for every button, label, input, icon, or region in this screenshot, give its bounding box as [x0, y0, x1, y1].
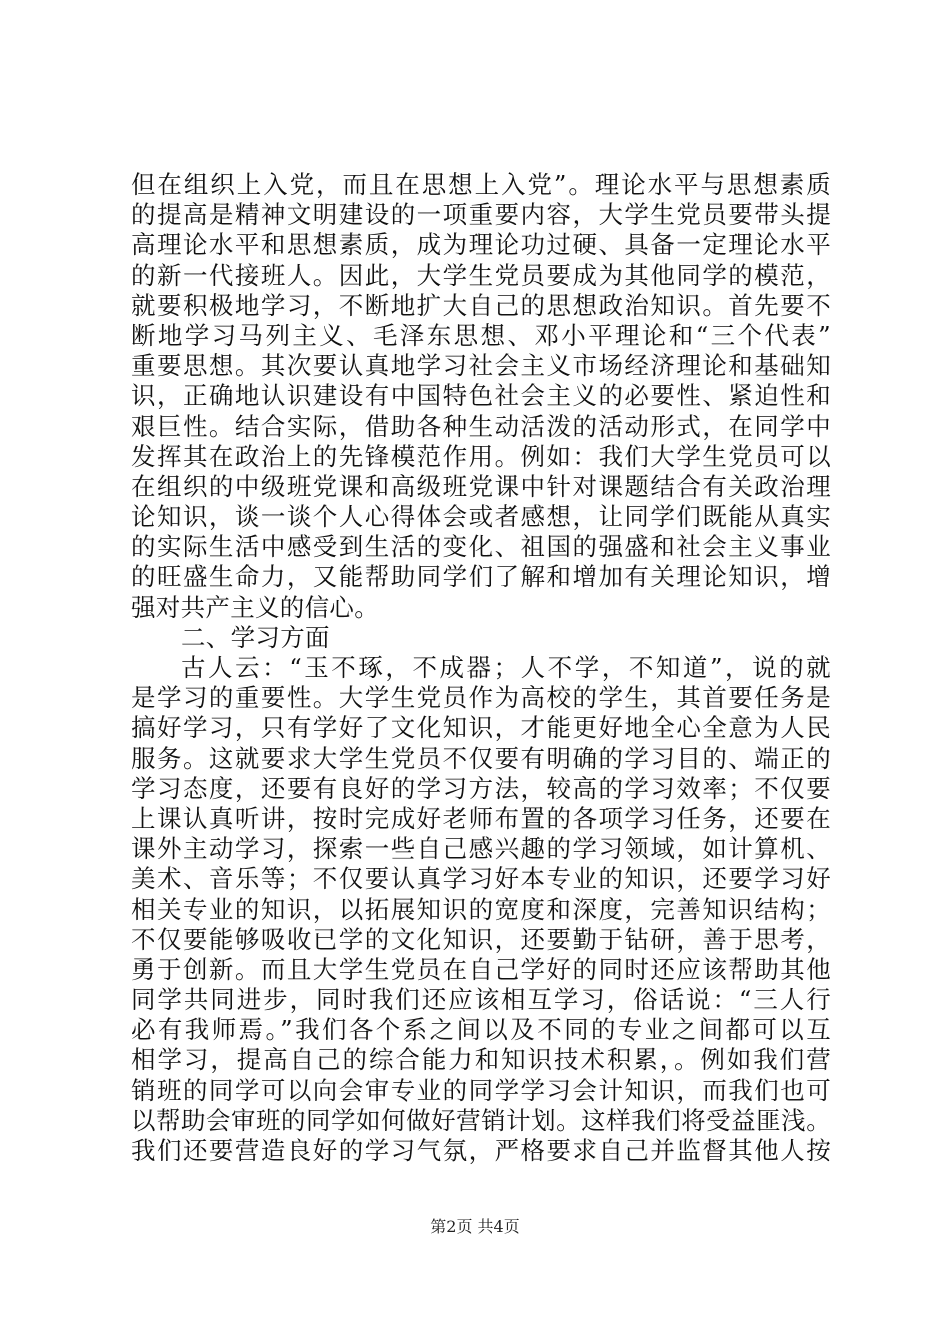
page-footer: 第2页 共4页	[430, 1217, 520, 1236]
text-line: 上课认真听讲，按时完成好老师布置的各项学习任务，还要在	[131, 803, 831, 833]
text-line: 重要思想。其次要认真地学习社会主义市场经济理论和基础知	[131, 351, 831, 381]
text-line: 但在组织上入党，而且在思想上入党”。理论水平与思想素质	[131, 170, 831, 199]
text-line: 课外主动学习，探索一些自己感兴趣的学习领域，如计算机、	[131, 834, 831, 864]
text-line: 不仅要能够吸收已学的文化知识，还要勤于钻研，善于思考，	[131, 924, 831, 954]
text-line: 发挥其在政治上的先锋模范作用。例如：我们大学生党员可以	[131, 441, 831, 471]
text-line: 的新一代接班人。因此，大学生党员要成为其他同学的模范，	[131, 260, 831, 290]
text-line: 的旺盛生命力，又能帮助同学们了解和增加有关理论知识，增	[131, 562, 831, 592]
text-line: 必有我师焉。”我们各个系之间以及不同的专业之间都可以互	[131, 1015, 831, 1045]
text-line: 销班的同学可以向会审专业的同学学习会计知识，而我们也可	[131, 1075, 831, 1105]
text-line: 是学习的重要性。大学生党员作为高校的学生，其首要任务是	[131, 683, 831, 713]
text-line: 高理论水平和思想素质，成为理论功过硬、具备一定理论水平	[131, 230, 831, 260]
text-line: 论知识，谈一谈个人心得体会或者感想，让同学们既能从真实	[131, 502, 831, 532]
text-line: 服务。这就要求大学生党员不仅要有明确的学习目的、端正的	[131, 743, 831, 773]
text-line: 的实际生活中感受到生活的变化、祖国的强盛和社会主义事业	[131, 532, 831, 562]
text-line: 同学共同进步，同时我们还应该相互学习，俗话说：“三人行	[131, 985, 831, 1015]
text-line: 搞好学习，只有学好了文化知识，才能更好地全心全意为人民	[131, 713, 831, 743]
text-line: 在组织的中级班党课和高级班党课中针对课题结合有关政治理	[131, 471, 831, 501]
text-line: 古人云：“玉不琢，不成器；人不学，不知道”，说的就	[181, 653, 831, 682]
text-line: 识，正确地认识建设有中国特色社会主义的必要性、紧迫性和	[131, 381, 831, 411]
text-line: 断地学习马列主义、毛泽东思想、邓小平理论和“三个代表”	[131, 320, 831, 350]
text-line: 相关专业的知识，以拓展知识的宽度和深度，完善知识结构；	[131, 894, 831, 924]
text-line: 相学习，提高自己的综合能力和知识技术积累，。例如我们营	[131, 1045, 831, 1075]
text-line: 强对共产主义的信心。	[131, 592, 379, 622]
text-line: 艰巨性。结合实际，借助各种生动活泼的活动形式，在同学中	[131, 411, 831, 441]
section-heading: 二、学习方面	[181, 622, 330, 652]
text-line: 的提高是精神文明建设的一项重要内容，大学生党员要带头提	[131, 200, 831, 230]
text-line: 勇于创新。而且大学生党员在自己学好的同时还应该帮助其他	[131, 954, 831, 984]
text-line: 以帮助会审班的同学如何做好营销计划。这样我们将受益匪浅。	[131, 1105, 831, 1135]
text-line: 学习态度，还要有良好的学习方法，较高的学习效率；不仅要	[131, 773, 831, 803]
body-text	[131, 170, 831, 1166]
text-line: 美术、音乐等；不仅要认真学习好本专业的知识，还要学习好	[131, 864, 831, 894]
text-line: 我们还要营造良好的学习气氛，严格要求自己并监督其他人按	[131, 1136, 831, 1165]
text-line: 就要积极地学习，不断地扩大自己的思想政治知识。首先要不	[131, 290, 831, 320]
